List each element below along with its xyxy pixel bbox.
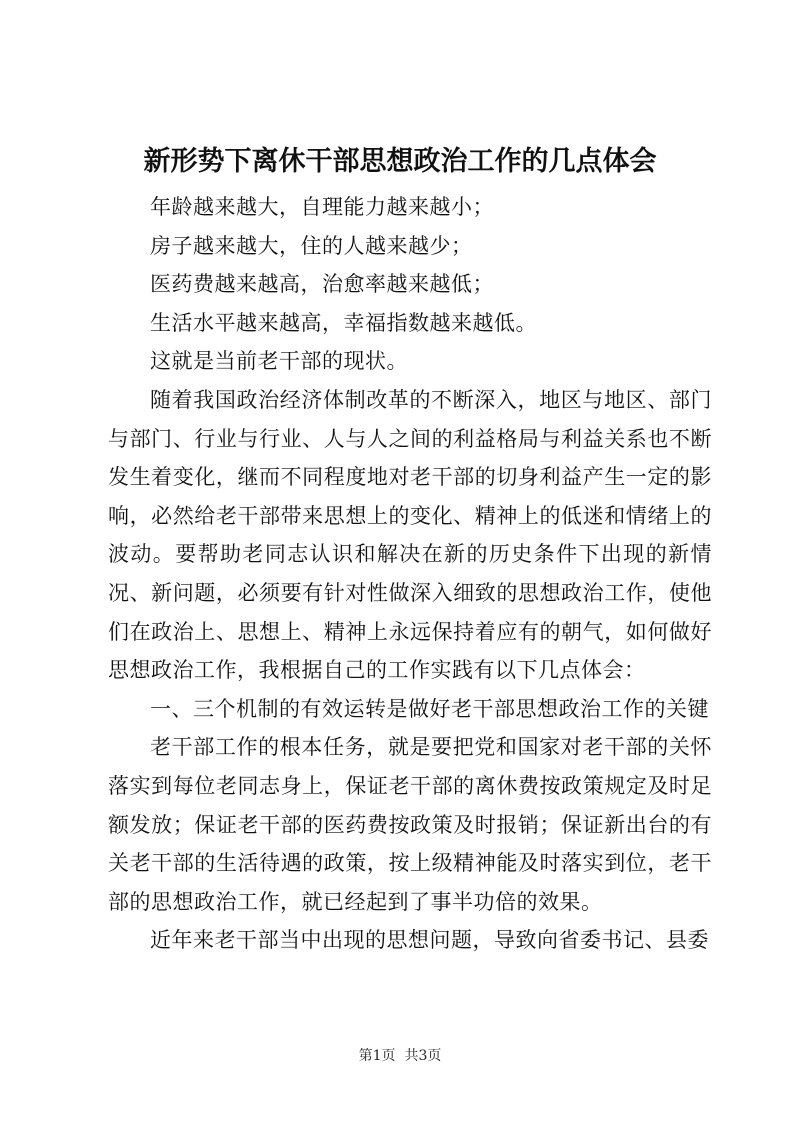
paragraph: 老干部工作的根本任务，就是要把党和国家对老干部的关怀落实到每位老同志身上，保证老干部的离休费按政策规定及时足额发放；保证老干部的医药费按政策及时报销；保证新出台的有关老干部的生活待遇的政策，按上级精神能及时落实到位，老干部的思想政治工作，就已经起到了事半功倍的效果。 <box>108 735 712 914</box>
page-number: 第1页 共3页 <box>358 1048 442 1064</box>
paragraph: 随着我国政治经济体制改革的不断深入，地区与地区、部门与部门、行业与行业、人与人之间的利益格局与利益关系也不断发生着变化，继而不同程度地对老干部的切身利益产生一定的影响，必然给老干部带来思想上的变化、精神上的低迷和情绪上的波动。要帮助老同志认识和解决在新的历史条件下出现的新情况、新问题，必须要有针对性做深入细致的思想政治工作，使他们在政治上、思想上、精神上永远保持着应有的朝气，如何做好思想政治工作，我根据自己的工作实践有以下几点体会： <box>108 387 712 683</box>
page-footer <box>0 1046 800 1066</box>
paragraph: 年龄越来越大，自理能力越来越小； <box>150 195 494 219</box>
document-title: 新形势下离休干部思想政治工作的几点体会 <box>143 146 657 177</box>
paragraph: 房子越来越大，住的人越来越少； <box>150 233 473 258</box>
paragraph: 生活水平越来越高，幸福指数越来越低。 <box>150 310 537 335</box>
section-heading: 一、三个机制的有效运转是做好老干部思想政治工作的关键 <box>150 696 709 721</box>
document-body <box>108 188 712 960</box>
paragraph: 这就是当前老干部的现状。 <box>150 349 408 374</box>
paragraph: 医药费越来越高，治愈率越来越低； <box>150 272 494 297</box>
paragraph: 近年来老干部当中出现的思想问题，导致向省委书记、县委 <box>150 928 709 953</box>
